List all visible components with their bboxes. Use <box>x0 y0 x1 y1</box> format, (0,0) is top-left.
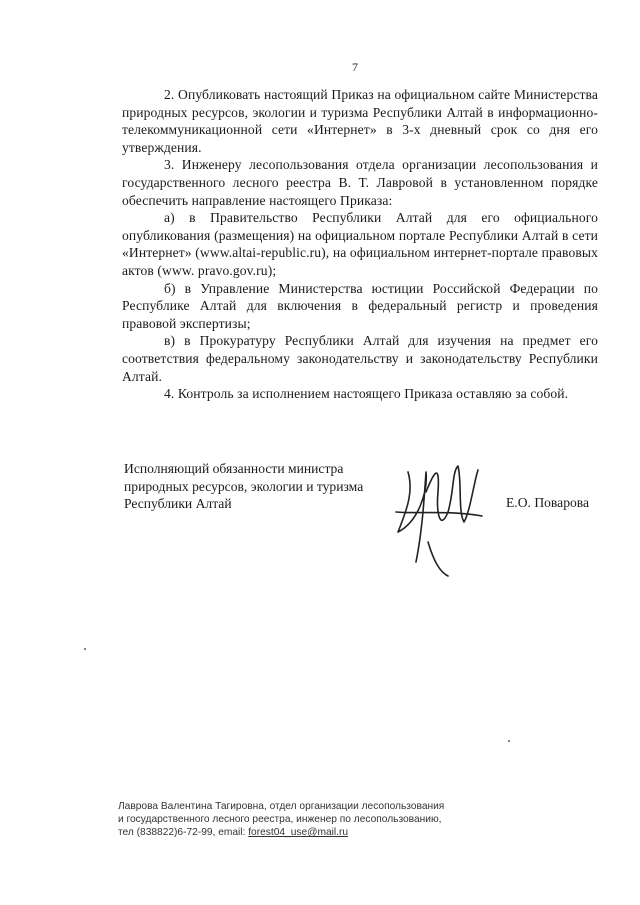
scan-speck <box>508 740 510 742</box>
signatory-title-line: Исполняющий обязанности министра <box>124 461 344 476</box>
paragraph-item-b: б) в Управление Министерства юстиции Российской Федерации по Республике Алтай для включения в федеральный регистр и проведения правовой экспертизы; <box>122 280 598 331</box>
paragraph-control: 4. Контроль за исполнением настоящего Приказа оставляю за собой. <box>164 386 569 402</box>
paragraph-publish: 2. Опубликовать настоящий Приказ на официальном сайте Министерства природных ресурсов, экологии и туризма Республики Алтай в информационно-телекоммуникационной сети «Интернет» в 3-х дневный срок со дня его утверждения. <box>122 87 598 155</box>
footer-phone: тел (838822)6-72-99, email: <box>118 827 249 838</box>
signatory-title-line: природных ресурсов, экологии и туризма <box>124 478 364 494</box>
signatory-title <box>124 460 363 513</box>
paragraph-item-a: а) в Правительство Республики Алтай для его официального опубликования (размещения) на официальном портале Республики Алтай в сети «Интернет» (www.altai-republic.ru), на официальном интернет-портале правовых актов (www. pravo.gov.ru); <box>122 210 598 278</box>
footer-email-link[interactable]: forest04_use@mail.ru <box>248 827 349 838</box>
footer-line: и государственного лесного реестра, инженер по лесопользованию, <box>118 814 442 825</box>
footer-contact-line <box>118 826 444 839</box>
signatory-title-line: Республики Алтай <box>124 496 232 512</box>
scan-speck <box>84 648 86 650</box>
page-number: 7 <box>352 60 358 74</box>
paragraph-item-c: в) в Прокуратуру Республики Алтай для изучения на предмет его соответствия федеральному законодательству и законодательству Республики Алтай. <box>122 333 598 384</box>
footer-line: Лаврова Валентина Тагировна, отдел организации лесопользования <box>118 801 445 812</box>
paragraph-engineer-task: 3. Инженеру лесопользования отдела организации лесопользования и государственного лесного реестра В. Т. Лавровой в установленном порядке обеспечить направление настоящего Приказа: <box>122 157 598 208</box>
document-body <box>122 86 598 403</box>
executor-footer <box>118 800 444 839</box>
signatory-name: Е.О. Поварова <box>506 495 590 510</box>
handwritten-signature <box>378 452 498 582</box>
